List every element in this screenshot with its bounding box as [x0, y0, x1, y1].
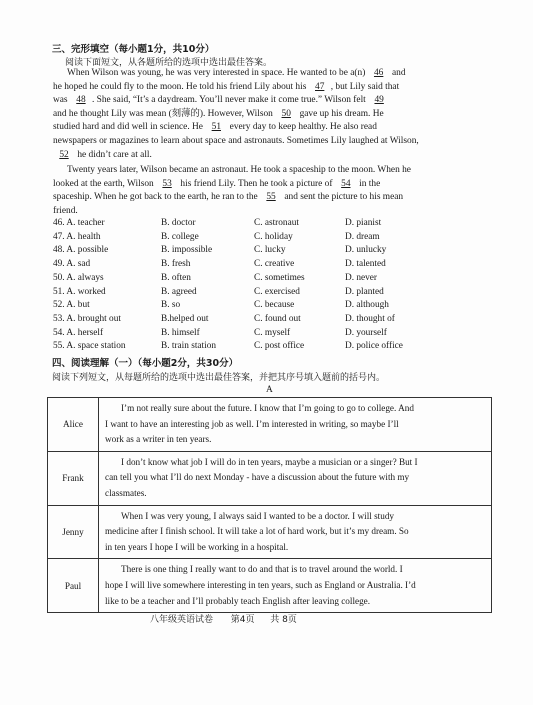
option-b: B. himself — [161, 327, 200, 338]
cloze-paragraph-1 — [53, 67, 419, 162]
cloze-line: Twenty years later, Wilson became an astronaut. He took a spaceship to the moon. When he — [67, 165, 411, 175]
option-c: C. because — [254, 300, 295, 311]
person-name: Frank — [48, 451, 99, 505]
option-a: 53. A. brought out — [53, 313, 121, 324]
option-d: D. although — [345, 300, 389, 311]
section-3-title: 三、完形填空（每小题1分，共10分） — [52, 44, 215, 55]
option-d: D. police office — [345, 341, 403, 352]
page-footer — [150, 612, 297, 625]
person-statement — [99, 559, 492, 613]
statement-line: hope I will live somewhere interesting in ten years, such as England or Australia. I’d — [105, 579, 416, 590]
table-row — [48, 559, 492, 613]
option-a: 55. A. space station — [53, 341, 126, 352]
option-c: C. astronaut — [254, 218, 299, 228]
cloze-line: studied hard and did well in science. He 51 every day to keep healthy. He also read — [53, 122, 377, 133]
section-4-instruction: 阅读下列短文，从每题所给的选项中选出最佳答案，并把其序号填入题前的括号内。 — [52, 373, 386, 383]
cloze-line: and he thought Lily was mean (刻薄的). However, Wilson 50 gave up his dream. He — [53, 108, 384, 119]
option-b: B.helped out — [161, 313, 209, 324]
statement-line: medicine after I finish school. It will take a lot of hard work, but it’s my dream. So — [105, 526, 409, 537]
table-row — [48, 505, 492, 559]
option-c: C. lucky — [254, 245, 286, 256]
cloze-line: newspapers or magazines to learn about space and astronauts. Sometimes Lily laughed at Wilson, — [53, 135, 419, 146]
option-b: B. often — [161, 272, 191, 283]
option-d: D. never — [345, 272, 378, 283]
option-c: C. creative — [254, 259, 295, 270]
option-a: 52. A. but — [53, 300, 90, 311]
option-a: 48. A. possible — [53, 245, 109, 256]
option-c: C. holiday — [254, 231, 293, 242]
footer-total-pages: 共 8页 — [270, 615, 297, 625]
cloze-line: When Wilson was young, he was very interested in space. He wanted to be a(n) 46 and — [67, 68, 406, 78]
statement-line: classmates. — [105, 487, 147, 498]
section-3-instruction: 阅读下面短文，从各题所给的选项中选出最佳答案。 — [65, 58, 273, 68]
person-statement — [99, 398, 492, 452]
option-b: B. so — [161, 300, 181, 311]
option-d: D. dream — [345, 231, 380, 242]
option-b: B. train station — [161, 341, 217, 352]
person-statement — [99, 505, 492, 559]
statement-line: in ten years I hope I will be working in a hospital. — [105, 541, 289, 552]
option-d: D. planted — [345, 286, 384, 297]
cloze-line: he hoped he could fly to the moon. He told his friend Lily about his 47 , but Lily said that — [53, 81, 400, 92]
passage-label: A — [266, 385, 273, 395]
statement-line: I want to have an interesting job as well. I’m interested in writing, so maybe I’ll — [105, 418, 399, 429]
option-a: 47. A. health — [53, 231, 101, 242]
statement-line: I’m not really sure about the future. I know that I’m going to go to college. And — [121, 403, 414, 413]
footer-exam-name: 八年级英语试卷 — [150, 615, 214, 625]
footer-page-number: 第4页 — [230, 615, 255, 625]
table-row — [48, 451, 492, 505]
cloze-line: friend. — [53, 205, 78, 216]
cloze-line: was 48 . She said, “It’s a daydream. You’ll never make it come true.” Wilson felt 49 — [53, 95, 384, 106]
person-name: Paul — [48, 559, 99, 613]
option-b: B. doctor — [161, 218, 196, 228]
reading-table — [47, 397, 492, 613]
option-b: B. college — [161, 231, 199, 242]
cloze-paragraph-2 — [53, 164, 411, 218]
option-c: C. myself — [254, 327, 291, 338]
person-statement — [99, 451, 492, 505]
option-d: D. thought of — [345, 313, 395, 324]
option-d: D. yourself — [345, 327, 387, 338]
option-d: D. pianist — [345, 218, 382, 228]
statement-line: When I was very young, I always said I wanted to be a doctor. I will study — [121, 510, 395, 521]
person-name: Jenny — [48, 505, 99, 559]
section-4-title: 四、阅读理解（一）（每小题2分，共30分） — [52, 358, 239, 369]
statement-line: can tell you what I’ll do next Monday - have a discussion about the future with my — [105, 472, 410, 483]
statement-line: like to be a teacher and I’ll probably teach English after leaving college. — [105, 595, 371, 606]
statement-line: I don’t know what job I will do in ten years, maybe a musician or a singer? But I — [121, 456, 418, 467]
table-row — [48, 398, 492, 452]
option-d: D. talented — [345, 259, 386, 270]
option-c: C. post office — [254, 341, 305, 352]
cloze-line: 52 he didn’t care at all. — [59, 149, 152, 160]
option-a: 54. A. herself — [53, 327, 104, 338]
statement-line: There is one thing I really want to do and that is to travel around the world. I — [121, 564, 403, 575]
option-b: B. agreed — [161, 286, 197, 297]
statement-line: work as a writer in ten years. — [105, 434, 212, 445]
option-a: 49. A. sad — [53, 259, 91, 270]
option-a: 51. A. worked — [53, 286, 106, 297]
person-name: Alice — [48, 398, 99, 452]
option-b: B. impossible — [161, 245, 213, 256]
option-b: B. fresh — [161, 259, 191, 270]
option-a: 46. A. teacher — [53, 218, 105, 228]
cloze-line: spaceship. When he got back to the earth, he ran to the 55 and sent the picture to his mean — [53, 192, 404, 203]
cloze-line: looked at the earth, Wilson 53 his friend Lily. Then he took a picture of 54 in the — [53, 178, 381, 189]
option-c: C. found out — [254, 313, 301, 324]
option-d: D. unlucky — [345, 245, 387, 256]
option-c: C. sometimes — [254, 272, 305, 283]
option-c: C. exercised — [254, 286, 300, 297]
option-a: 50. A. always — [53, 272, 104, 283]
